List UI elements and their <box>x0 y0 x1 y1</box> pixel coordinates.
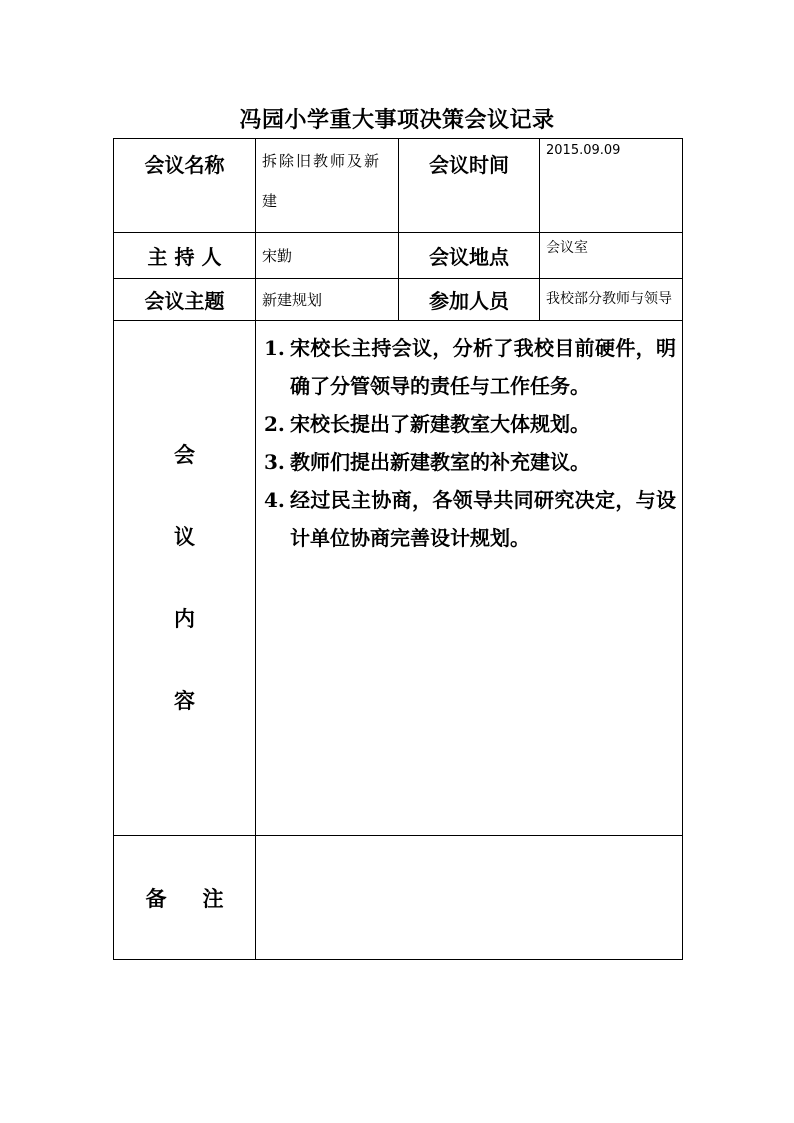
row-host <box>114 233 683 279</box>
content-item-text: 宋校长提出了新建教室大体规划。 <box>290 412 590 436</box>
value-meeting-time: 2015.09.09 <box>540 139 683 233</box>
label-meeting-place: 会议地点 <box>399 233 540 279</box>
value-host: 宋勤 <box>256 233 399 279</box>
label-meeting-theme: 会议主题 <box>114 279 256 321</box>
row-content <box>114 321 683 836</box>
content-item <box>264 329 676 405</box>
content-item-number: 4. <box>264 488 285 512</box>
content-label-char: 内 <box>174 606 195 631</box>
meeting-record-table <box>113 138 683 960</box>
content-label-char: 会 <box>174 442 195 467</box>
content-item-text: 宋校长主持会议，分析了我校目前硬件，明确了分管领导的责任与工作任务。 <box>290 336 676 398</box>
label-meeting-name: 会议名称 <box>114 139 256 233</box>
label-attendees: 参加人员 <box>399 279 540 321</box>
content-label-char: 容 <box>174 688 195 713</box>
content-item <box>264 481 676 557</box>
content-item-number: 1. <box>264 336 285 360</box>
content-item-number: 2. <box>264 412 285 436</box>
value-meeting-theme: 新建规划 <box>256 279 399 321</box>
document-title: 冯园小学重大事项决策会议记录 <box>239 107 555 133</box>
label-remarks <box>114 836 256 960</box>
value-meeting-name: 拆除旧教师及新建 <box>256 139 399 233</box>
value-meeting-place: 会议室 <box>540 233 683 279</box>
value-remarks <box>256 836 683 960</box>
row-theme <box>114 279 683 321</box>
label-host: 主 持 人 <box>114 233 256 279</box>
label-meeting-time: 会议时间 <box>399 139 540 233</box>
content-item-text: 经过民主协商，各领导共同研究决定，与设计单位协商完善设计规划。 <box>290 488 676 550</box>
remarks-label-char: 备 <box>145 885 167 911</box>
content-label-char: 议 <box>174 524 195 549</box>
content-item <box>264 443 676 481</box>
row-meeting-name <box>114 139 683 233</box>
content-item-text: 教师们提出新建教室的补充建议。 <box>290 450 590 474</box>
label-meeting-content <box>114 321 256 836</box>
remarks-label-char: 注 <box>202 885 224 911</box>
row-remarks <box>114 836 683 960</box>
meeting-content <box>256 321 683 836</box>
content-item <box>264 405 676 443</box>
content-item-number: 3. <box>264 450 285 474</box>
value-attendees: 我校部分教师与领导 <box>540 279 683 321</box>
